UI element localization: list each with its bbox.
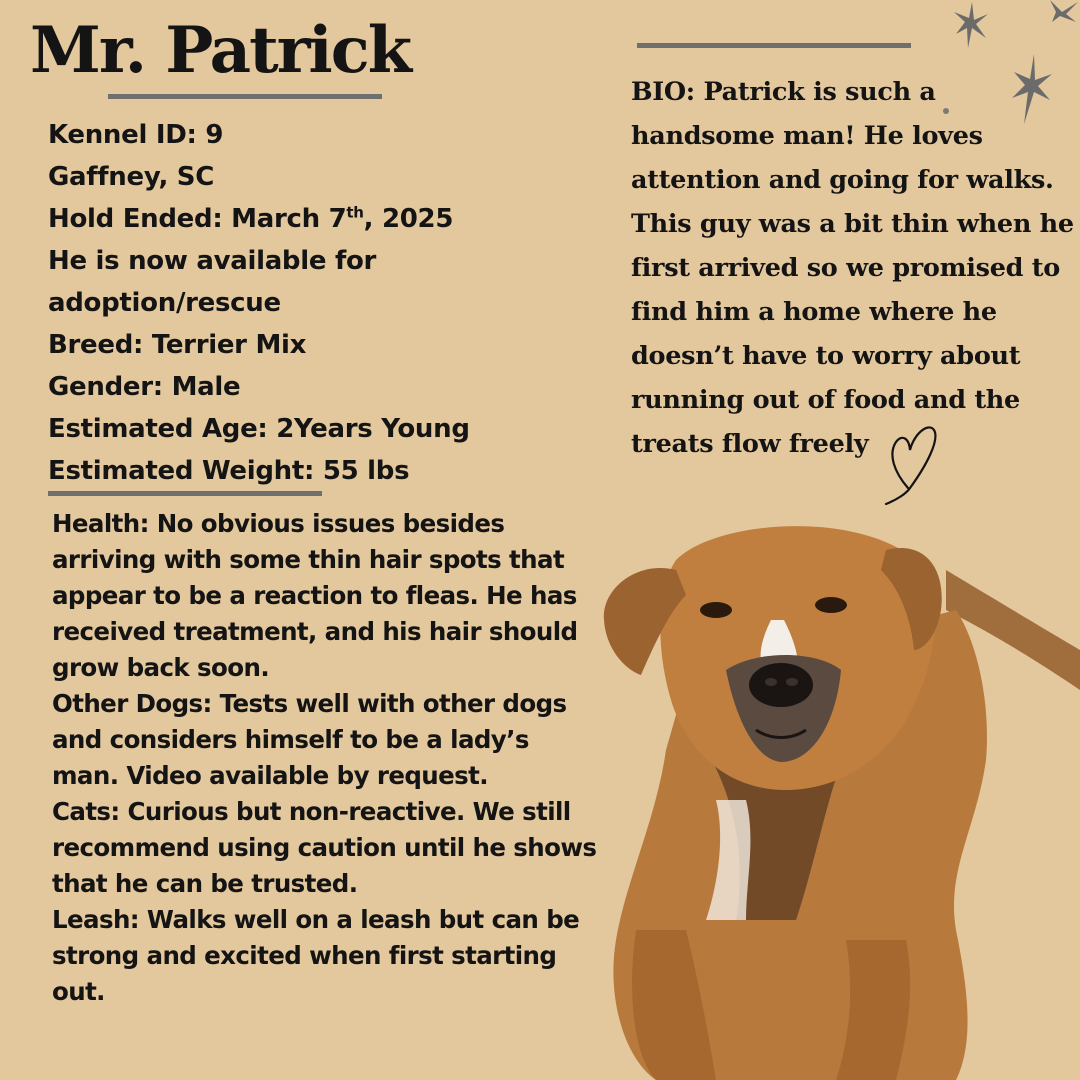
hold-ended (48, 198, 608, 240)
bio-overline (637, 43, 911, 48)
availability-line-1: He is now available for (48, 246, 377, 276)
sparkle-dot (943, 108, 949, 114)
breed: Breed: Terrier Mix (48, 330, 307, 360)
health-section (52, 506, 600, 1010)
bio-text: BIO: Patrick is such a handsome man! He loves attention and going for walks. This guy was a bit thin when he first arrived so we promised to find him a home where he doesn’t have to worry about running out of food and the treats flow freely (631, 77, 1074, 459)
kennel-id: Kennel ID: 9 (48, 120, 224, 150)
availability-line-2: adoption/rescue (48, 288, 281, 318)
hold-ended-text: Hold Ended: March 7 (48, 204, 347, 234)
other-dogs-text: Other Dogs: Tests well with other dogs and considers himself to be a lady’s man. Video available by request. (52, 689, 567, 790)
cats-text: Cats: Curious but non-reactive. We still recommend using caution until he shows that he can be trusted. (52, 797, 597, 898)
sparkle-icon (952, 0, 992, 52)
hold-ended-ordinal: th (346, 203, 364, 222)
hold-ended-year: , 2025 (363, 204, 454, 234)
dog-photo (596, 500, 1080, 1080)
gender: Gender: Male (48, 372, 241, 402)
estimated-weight: Estimated Weight: 55 lbs (48, 456, 410, 486)
leash-text: Leash: Walks well on a leash but can be strong and excited when first starting out. (52, 905, 580, 1006)
health-text: Health: No obvious issues besides arriving with some thin hair spots that appear to be a reaction to fleas. He has received treatment, and his hair should grow back soon. (52, 509, 578, 682)
location: Gaffney, SC (48, 162, 215, 192)
heart-icon (882, 416, 942, 508)
estimated-age: Estimated Age: 2Years Young (48, 414, 470, 444)
sparkle-icon (1040, 0, 1080, 24)
info-list (48, 114, 608, 492)
title-underline (108, 94, 382, 99)
sparkle-icon (1008, 52, 1056, 126)
info-underline (48, 491, 322, 496)
page-title: Mr. Patrick (30, 13, 411, 88)
